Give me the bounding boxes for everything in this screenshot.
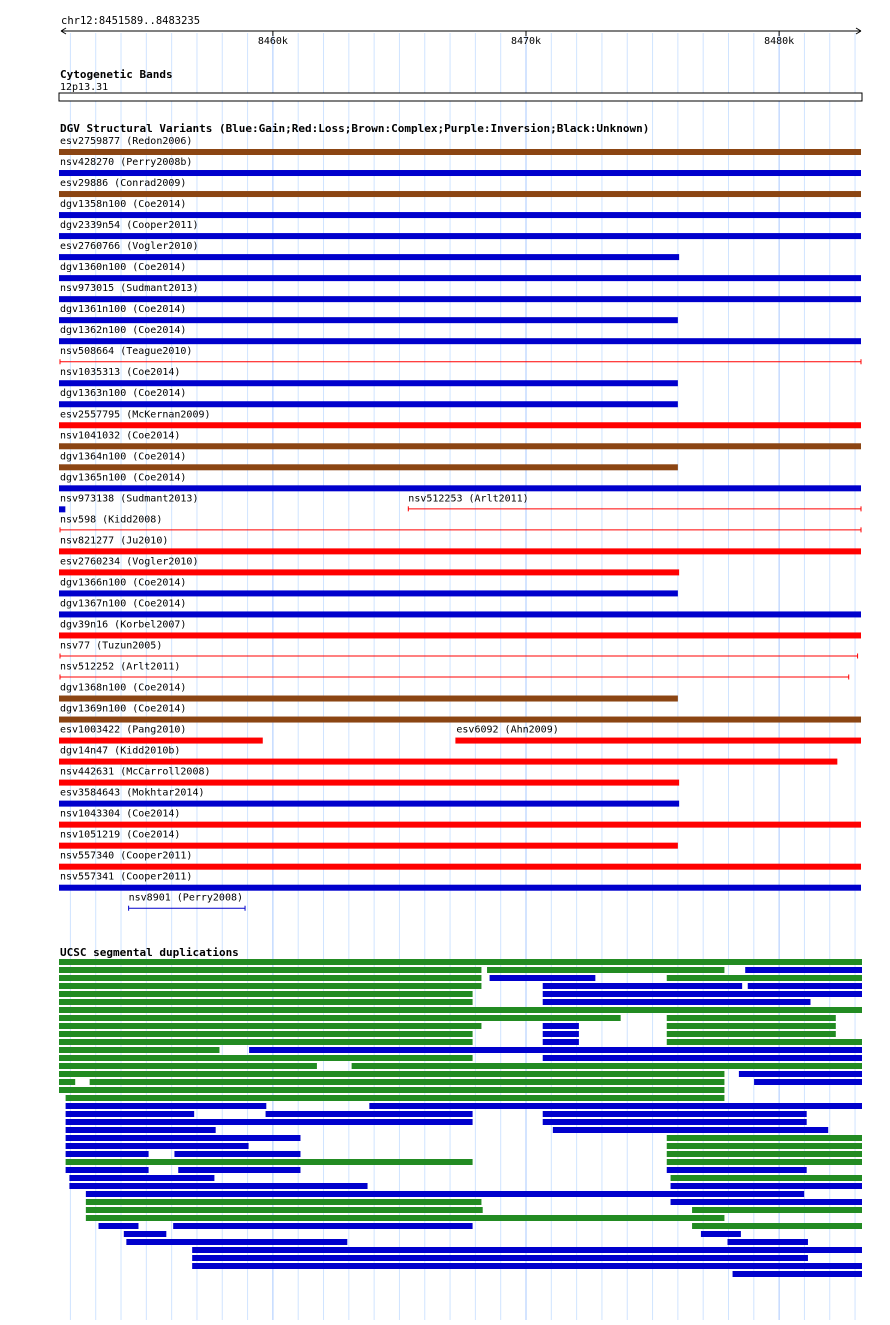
dgv-variant-label: dgv1360n100 (Coe2014) (60, 262, 187, 274)
dgv-variant-label: esv2760234 (Vogler2010) (60, 556, 199, 568)
dgv-variant-label: dgv1361n100 (Coe2014) (60, 304, 187, 316)
dgv-variant-feature[interactable] (59, 283, 861, 302)
dgv-variant-feature[interactable] (59, 367, 678, 386)
dgv-variant-label: nsv821277 (Ju2010) (60, 535, 169, 547)
dgv-variant-feature[interactable] (59, 704, 861, 723)
segdup-feature[interactable] (667, 1167, 807, 1173)
dgv-variant-bar (59, 717, 861, 723)
segdup-feature[interactable] (543, 1111, 807, 1117)
segdup-feature[interactable] (667, 1031, 836, 1037)
dgv-variant-label: dgv1369n100 (Coe2014) (60, 703, 187, 715)
dgv-variant-feature[interactable] (59, 325, 861, 344)
segdup-feature[interactable] (667, 1135, 862, 1141)
dgv-variant-feature[interactable] (60, 640, 858, 658)
dgv-variant-feature[interactable] (59, 493, 198, 512)
dgv-variant-bar (59, 380, 678, 386)
dgv-variant-feature[interactable] (59, 136, 861, 155)
dgv-variant-label: nsv508664 (Teague2010) (60, 346, 193, 358)
dgv-variant-feature[interactable] (59, 788, 679, 807)
segdup-feature[interactable] (667, 1143, 862, 1149)
segdup-track (59, 946, 862, 1277)
dgv-variant-bar (59, 485, 861, 491)
segdup-feature[interactable] (174, 1151, 300, 1157)
dgv-variant-bar (59, 170, 861, 176)
segdup-feature[interactable] (543, 991, 862, 997)
dgv-variant-feature[interactable] (59, 262, 861, 281)
dgv-variant-label: nsv442631 (McCarroll2008) (60, 766, 211, 778)
segdup-feature[interactable] (69, 1183, 367, 1189)
segdup-feature[interactable] (754, 1079, 862, 1085)
dgv-variant-label: dgv1362n100 (Coe2014) (60, 325, 187, 337)
dgv-variant-feature[interactable] (59, 746, 837, 765)
dgv-variant-bar (59, 464, 678, 470)
dgv-variant-label: nsv557340 (Cooper2011) (60, 850, 193, 862)
dgv-variant-label: nsv1041032 (Coe2014) (60, 430, 181, 442)
segdup-feature[interactable] (66, 1159, 473, 1165)
segdup-feature[interactable] (124, 1231, 166, 1237)
segdup-feature[interactable] (59, 1055, 473, 1061)
dgv-variant-feature[interactable] (60, 346, 861, 364)
dgv-variant-label: nsv973138 (Sudmant2013) (60, 493, 199, 505)
dgv-variant-feature[interactable] (59, 725, 263, 744)
segdup-feature[interactable] (733, 1271, 862, 1277)
segdup-feature[interactable] (543, 1055, 862, 1061)
segdup-feature[interactable] (59, 975, 481, 981)
dgv-variant-bar (59, 801, 679, 807)
dgv-variant-feature[interactable] (59, 220, 861, 239)
dgv-variant-label: nsv512253 (Arlt2011) (408, 493, 529, 505)
segdup-feature[interactable] (173, 1223, 472, 1229)
dgv-variant-feature[interactable] (59, 241, 679, 260)
segdup-feature[interactable] (66, 1095, 725, 1101)
segdup-feature[interactable] (667, 1039, 862, 1045)
dgv-track-title: DGV Structural Variants (Blue:Gain;Red:Loss;Brown:Complex;Purple:Inversion;Black:Unknown) (60, 122, 650, 135)
dgv-variant-label: dgv14n47 (Kidd2010b) (60, 745, 181, 757)
segdup-feature[interactable] (66, 1143, 249, 1149)
segdup-feature[interactable] (59, 1007, 862, 1013)
segdup-feature[interactable] (66, 1127, 216, 1133)
dgv-variant-label: dgv39n16 (Korbel2007) (60, 619, 187, 631)
segdup-feature[interactable] (692, 1223, 862, 1229)
segdup-feature[interactable] (59, 967, 481, 973)
segdup-feature[interactable] (66, 1151, 149, 1157)
dgv-variant-label: dgv1358n100 (Coe2014) (60, 199, 187, 211)
segdup-feature[interactable] (352, 1063, 862, 1069)
dgv-variant-bar (59, 254, 679, 260)
dgv-variant-bar (59, 296, 861, 302)
segdup-feature[interactable] (192, 1255, 808, 1261)
segdup-feature[interactable] (543, 1119, 807, 1125)
segdup-feature[interactable] (59, 991, 473, 997)
dgv-variant-feature[interactable] (59, 872, 861, 891)
dgv-variant-feature[interactable] (59, 199, 861, 218)
segdup-feature[interactable] (86, 1207, 483, 1213)
dgv-variant-feature[interactable] (59, 409, 861, 428)
segdup-feature[interactable] (671, 1199, 862, 1205)
dgv-variant-bar (59, 611, 861, 617)
dgv-variant-label: dgv1364n100 (Coe2014) (60, 451, 187, 463)
segdup-feature[interactable] (692, 1207, 862, 1213)
dgv-variant-label: nsv1051219 (Coe2014) (60, 829, 181, 841)
dgv-variant-label: dgv2339n54 (Cooper2011) (60, 220, 199, 232)
position-label: chr12:8451589..8483235 (61, 15, 201, 27)
dgv-variant-feature[interactable] (59, 767, 679, 786)
segdup-feature[interactable] (553, 1127, 828, 1133)
dgv-variant-feature[interactable] (59, 157, 861, 176)
segdup-feature[interactable] (59, 1079, 75, 1085)
dgv-variant-label: esv6092 (Ahn2009) (456, 724, 559, 736)
dgv-variant-label: dgv1365n100 (Coe2014) (60, 472, 187, 484)
segdup-feature[interactable] (59, 959, 862, 965)
dgv-variant-bar (59, 738, 263, 744)
segdup-feature[interactable] (59, 983, 481, 989)
segdup-feature[interactable] (59, 1087, 724, 1093)
dgv-variant-bar (59, 317, 678, 323)
dgv-variant-label: nsv1035313 (Coe2014) (60, 367, 181, 379)
cytoband-label: 12p13.31 (60, 82, 109, 93)
dgv-variant-bar (59, 843, 678, 849)
dgv-variant-bar (59, 233, 861, 239)
segdup-feature[interactable] (59, 1023, 481, 1029)
dgv-variant-feature[interactable] (59, 178, 861, 197)
dgv-variant-label: nsv77 (Tuzun2005) (60, 640, 163, 652)
segdup-feature[interactable] (667, 1159, 862, 1165)
dgv-variant-feature[interactable] (59, 304, 678, 323)
segdup-feature[interactable] (266, 1111, 473, 1117)
segdup-feature[interactable] (59, 1047, 219, 1053)
dgv-variant-feature[interactable] (59, 388, 678, 407)
cytoband-track-title: Cytogenetic Bands (60, 68, 173, 81)
ruler-tick-label: 8480k (764, 36, 795, 47)
dgv-variant-label: nsv557341 (Cooper2011) (60, 871, 193, 883)
dgv-variant-label: dgv1366n100 (Coe2014) (60, 577, 187, 589)
segdup-feature[interactable] (192, 1263, 862, 1269)
dgv-variant-rows (59, 136, 861, 911)
dgv-track (59, 122, 861, 911)
dgv-variant-feature[interactable] (408, 493, 861, 511)
dgv-variant-feature[interactable] (455, 725, 861, 744)
segdup-feature[interactable] (543, 1023, 579, 1029)
segdup-feature[interactable] (745, 967, 862, 973)
dgv-variant-bar (59, 548, 861, 554)
dgv-variant-bar (59, 696, 678, 702)
segdup-feature[interactable] (667, 1023, 836, 1029)
segdup-feature[interactable] (667, 1015, 836, 1021)
segdup-feature[interactable] (86, 1191, 804, 1197)
segdup-rows (59, 959, 862, 1277)
ruler-ticks (258, 31, 794, 47)
dgv-variant-bar (59, 885, 861, 891)
segdup-feature[interactable] (543, 983, 742, 989)
dgv-variant-feature[interactable] (59, 809, 861, 828)
dgv-variant-label: dgv1367n100 (Coe2014) (60, 598, 187, 610)
dgv-variant-feature[interactable] (60, 662, 849, 680)
segdup-feature[interactable] (671, 1175, 862, 1181)
dgv-variant-bar (59, 780, 679, 786)
segdup-feature[interactable] (66, 1119, 473, 1125)
segdup-feature[interactable] (66, 1167, 149, 1173)
segdup-feature[interactable] (748, 983, 862, 989)
dgv-variant-bar (59, 443, 861, 449)
dgv-variant-label: nsv8901 (Perry2008) (128, 892, 244, 904)
dgv-variant-bar (59, 401, 678, 407)
dgv-variant-bar (59, 191, 861, 197)
segdup-feature[interactable] (59, 999, 473, 1005)
dgv-variant-bar (59, 632, 861, 638)
dgv-variant-feature[interactable] (59, 430, 861, 449)
segdup-feature[interactable] (701, 1231, 741, 1237)
segdup-feature[interactable] (369, 1103, 862, 1109)
segdup-feature[interactable] (671, 1183, 862, 1189)
segdup-track-title: UCSC segmental duplications (60, 946, 239, 959)
dgv-variant-bar (59, 212, 861, 218)
dgv-variant-label: esv3584643 (Mokhtar2014) (60, 787, 205, 799)
dgv-variant-feature[interactable] (59, 851, 861, 870)
cytoband-12p13-31[interactable] (59, 93, 862, 101)
dgv-variant-bar (59, 338, 861, 344)
dgv-variant-bar (455, 738, 861, 744)
dgv-variant-label: dgv1368n100 (Coe2014) (60, 682, 187, 694)
dgv-variant-label: esv2557795 (McKernan2009) (60, 409, 211, 421)
dgv-variant-label: nsv1043304 (Coe2014) (60, 808, 181, 820)
dgv-variant-bar (59, 422, 861, 428)
dgv-variant-bar (59, 759, 837, 765)
dgv-variant-feature[interactable] (59, 598, 861, 617)
segdup-feature[interactable] (126, 1239, 347, 1245)
dgv-variant-label: esv2759877 (Redon2006) (60, 136, 193, 147)
segdup-feature[interactable] (86, 1215, 725, 1221)
segdup-feature[interactable] (59, 1015, 621, 1021)
dgv-variant-feature[interactable] (59, 556, 679, 575)
dgv-variant-bar (59, 275, 861, 281)
dgv-variant-bar (59, 822, 861, 828)
segdup-feature[interactable] (99, 1223, 139, 1229)
segdup-feature[interactable] (667, 1151, 862, 1157)
dgv-variant-bar (59, 506, 65, 512)
dgv-variant-label: nsv428270 (Perry2008b) (60, 157, 193, 169)
segdup-feature[interactable] (59, 1039, 473, 1045)
dgv-variant-feature[interactable] (59, 619, 861, 638)
dgv-variant-label: nsv512252 (Arlt2011) (60, 661, 181, 673)
segdup-feature[interactable] (727, 1239, 807, 1245)
ruler-axis (61, 28, 861, 34)
segdup-feature[interactable] (90, 1079, 725, 1085)
segdup-feature[interactable] (192, 1247, 862, 1253)
dgv-variant-feature[interactable] (60, 514, 861, 532)
dgv-variant-label: nsv973015 (Sudmant2013) (60, 283, 199, 295)
segdup-feature[interactable] (543, 999, 811, 1005)
segdup-feature[interactable] (178, 1167, 300, 1173)
segdup-feature[interactable] (487, 967, 724, 973)
dgv-variant-feature[interactable] (59, 683, 678, 702)
segdup-feature[interactable] (490, 975, 596, 981)
dgv-variant-feature[interactable] (59, 535, 861, 554)
dgv-variant-bar (59, 864, 861, 870)
segdup-feature[interactable] (86, 1199, 482, 1205)
ruler-tick-label: 8460k (257, 36, 288, 47)
segdup-feature[interactable] (66, 1103, 267, 1109)
dgv-variant-bar (59, 590, 678, 596)
ruler-track (61, 15, 861, 47)
segdup-feature[interactable] (739, 1071, 862, 1077)
dgv-variant-feature[interactable] (59, 577, 678, 596)
dgv-variant-feature[interactable] (59, 830, 678, 849)
dgv-variant-label: esv29886 (Conrad2009) (60, 178, 187, 190)
segdup-feature[interactable] (59, 1071, 724, 1077)
segdup-feature[interactable] (66, 1111, 195, 1117)
segdup-feature[interactable] (667, 975, 862, 981)
dgv-variant-feature[interactable] (129, 893, 245, 911)
dgv-variant-label: nsv598 (Kidd2008) (60, 514, 163, 526)
dgv-variant-feature[interactable] (59, 472, 861, 491)
cytoband-track (59, 68, 862, 101)
segdup-feature[interactable] (66, 1135, 301, 1141)
segdup-feature[interactable] (69, 1175, 214, 1181)
dgv-variant-label: dgv1363n100 (Coe2014) (60, 388, 187, 400)
segdup-feature[interactable] (59, 1063, 317, 1069)
dgv-variant-feature[interactable] (59, 451, 678, 470)
segdup-feature[interactable] (59, 1031, 473, 1037)
dgv-variant-bar (59, 149, 861, 155)
dgv-variant-bar (59, 569, 679, 575)
segdup-feature[interactable] (249, 1047, 862, 1053)
ruler-tick-label: 8470k (510, 36, 542, 47)
dgv-variant-label: esv2760766 (Vogler2010) (60, 241, 199, 253)
segdup-feature[interactable] (543, 1039, 579, 1045)
segdup-feature[interactable] (543, 1031, 579, 1037)
dgv-variant-label: esv1003422 (Pang2010) (60, 724, 187, 736)
